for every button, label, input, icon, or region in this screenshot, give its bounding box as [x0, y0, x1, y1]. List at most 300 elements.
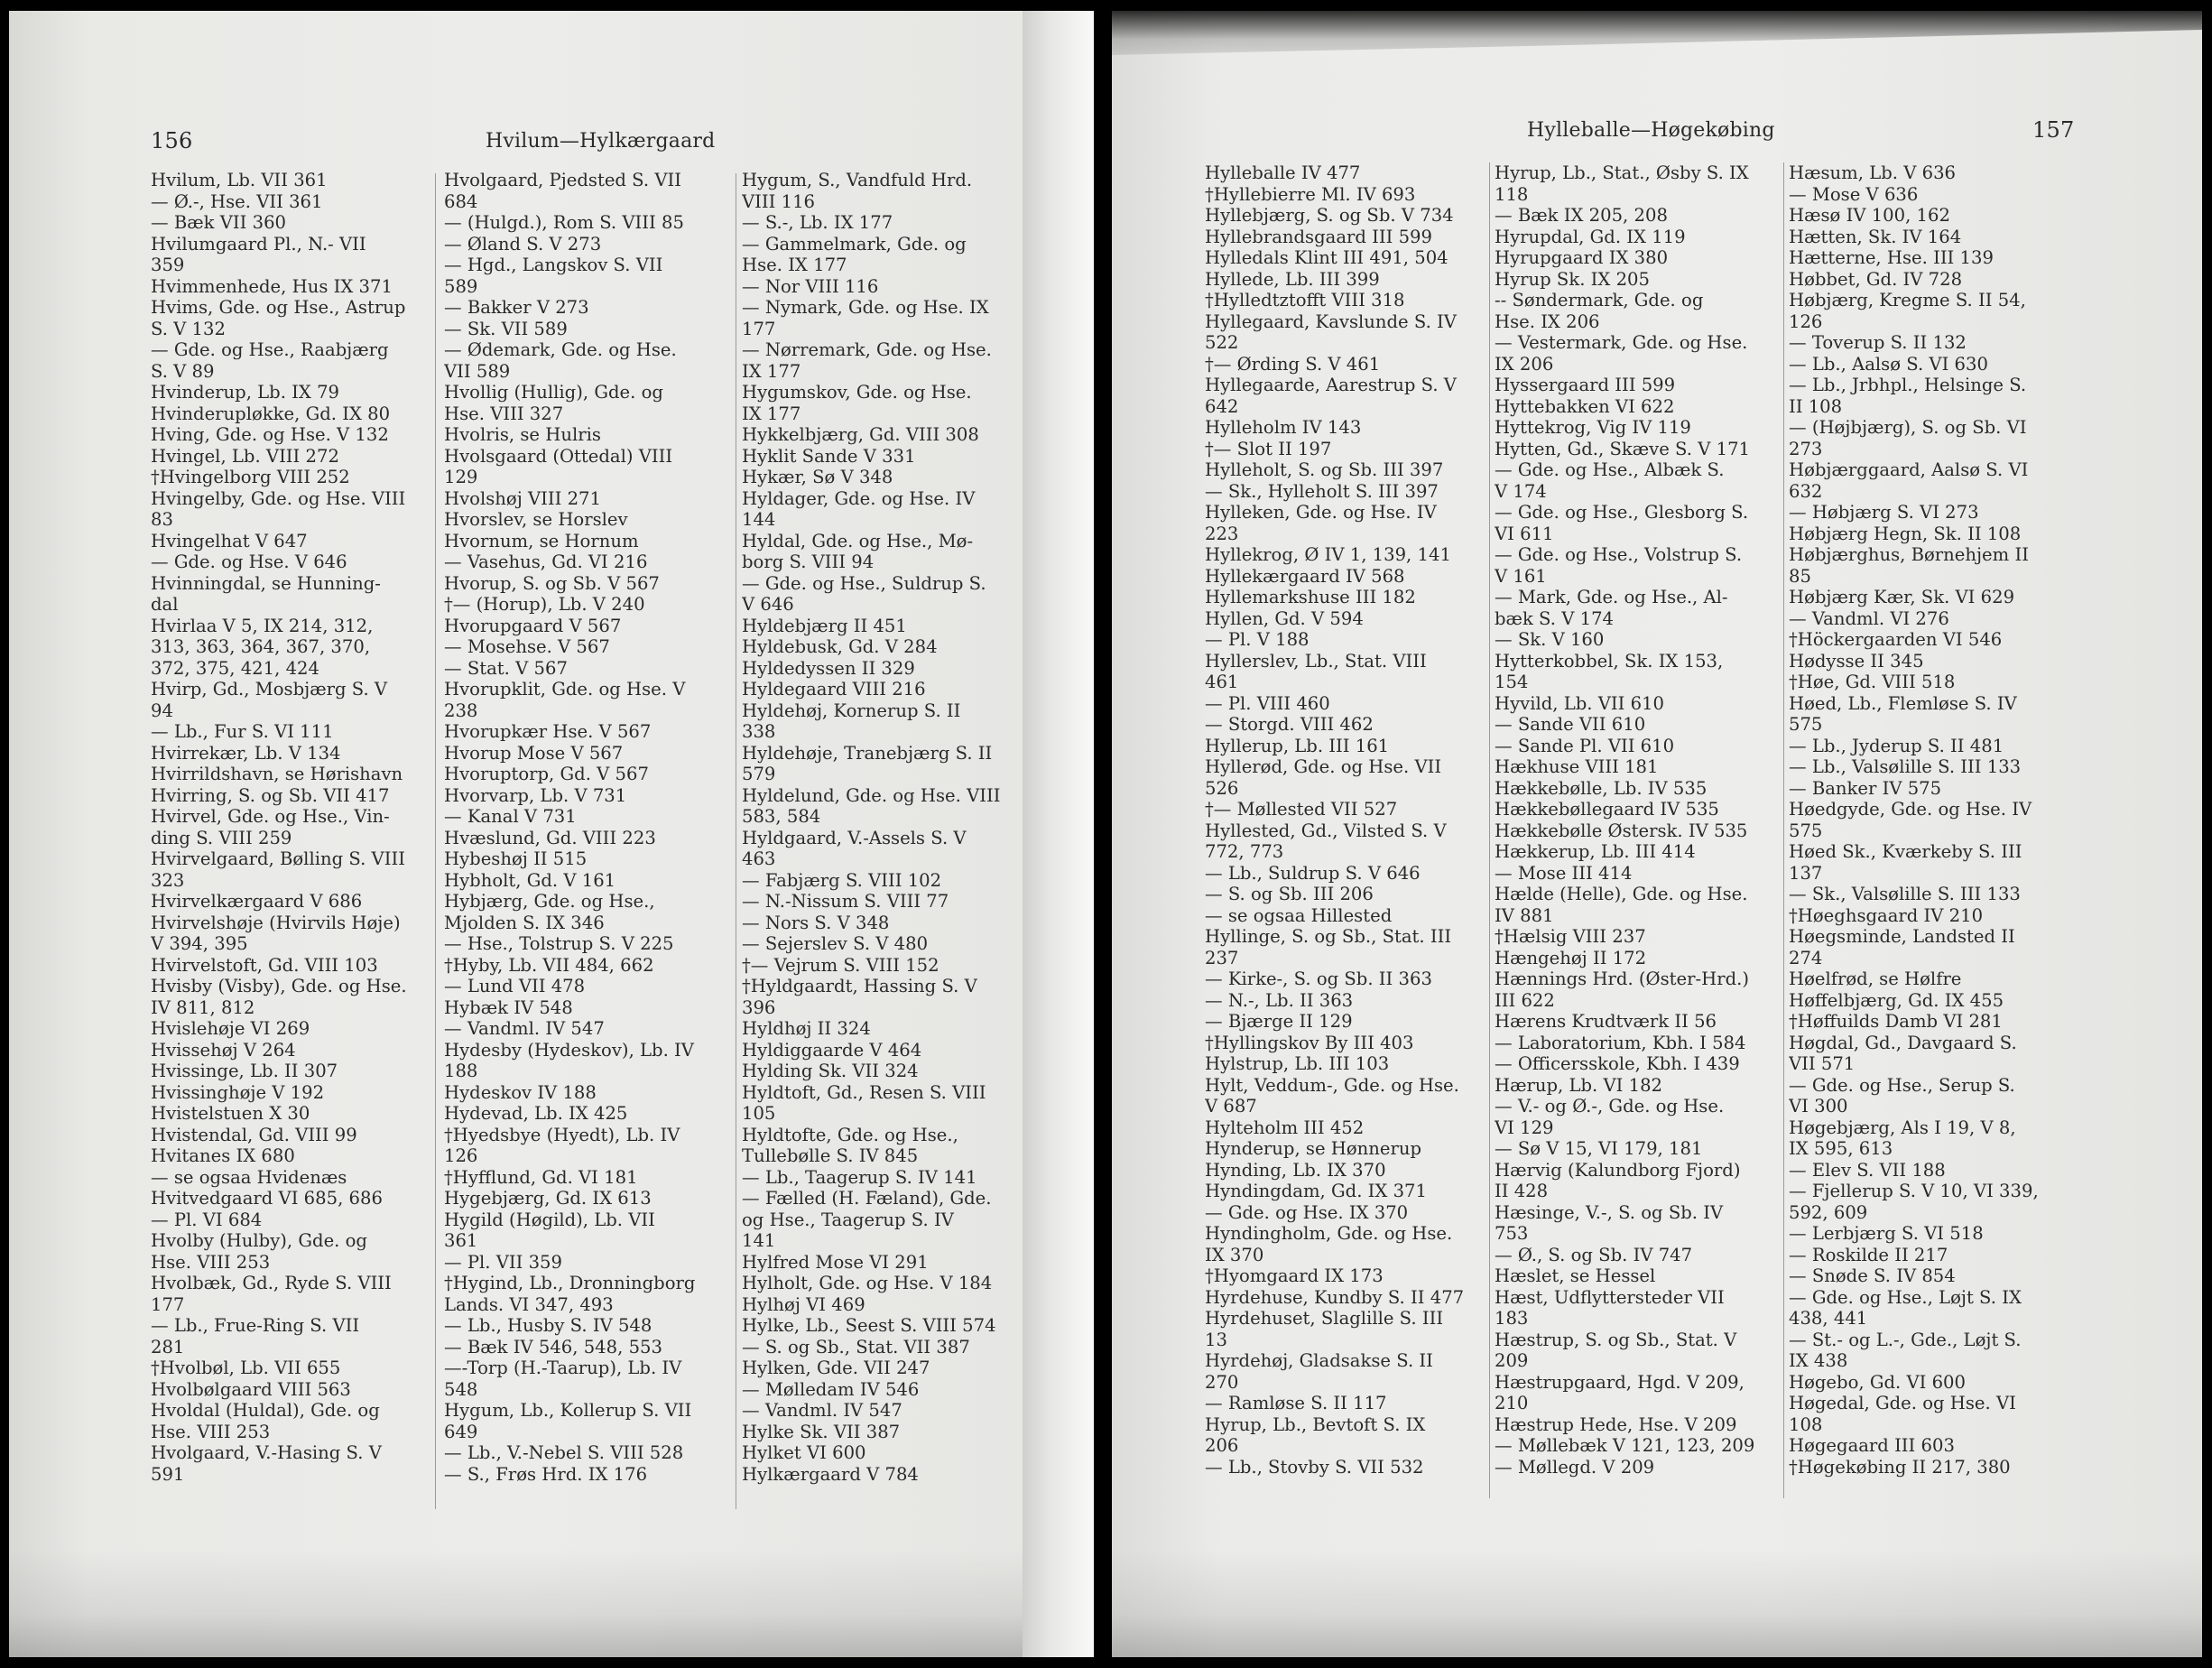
index-entry-line: †— Møllested VII 527 — [1205, 799, 1398, 820]
index-entry-line: — Gde. og Hse., Glesborg S. — [1495, 502, 1749, 523]
index-entry-line: Hygum, Lb., Kollerup S. VII — [444, 1400, 692, 1421]
index-entry-line: Hylken, Gde. VII 247 — [742, 1358, 930, 1378]
index-entry-line: — Roskilde II 217 — [1789, 1244, 1948, 1265]
index-entry-line: — Fabjærg S. VIII 102 — [742, 869, 942, 891]
index-entry-line: Hyrupgaard IX 380 — [1495, 247, 1669, 268]
index-entry-line: Hybæk IV 548 — [444, 996, 573, 1018]
index-entry-line: 684 — [444, 190, 478, 212]
index-entry-line: VI 129 — [1495, 1117, 1554, 1138]
index-entry-line: Høegsminde, Landsted II — [1789, 926, 2015, 947]
book-gutter-shadow — [1094, 11, 1112, 1657]
index-entry-line: Hyldgaard, V.-Assels S. V — [742, 827, 967, 848]
index-entry-line: Høed Sk., Kværkeby S. III — [1789, 841, 2022, 862]
index-entry-line: III 622 — [1495, 989, 1555, 1011]
index-entry-line: Hvolshøj VIII 271 — [444, 487, 601, 509]
index-entry-line: — N.-Nissum S. VIII 77 — [742, 891, 949, 912]
index-entry-line: †Hyedsbye (Hyedt), Lb. IV — [444, 1124, 680, 1145]
index-entry-line: VII 589 — [444, 360, 511, 382]
page-curl-shadow — [1112, 11, 2202, 74]
index-entry-line: VI 611 — [1495, 523, 1554, 544]
index-entry-line: Hytterkobbel, Sk. IX 153, — [1495, 650, 1724, 672]
index-entry-line: — Gde. og Hse., Albæk S. — [1495, 459, 1725, 480]
index-entry-line: Høbjærggaard, Aalsø S. VI — [1789, 459, 2029, 480]
index-entry-line: Hvitvedgaard VI 685, 686 — [151, 1188, 383, 1209]
index-entry-line: Hse. VIII 253 — [151, 1421, 271, 1442]
index-entry-line: — Øland S. V 273 — [444, 233, 602, 255]
index-entry-line: — S., Frøs Hrd. IX 176 — [444, 1463, 648, 1485]
index-entry-line: 270 — [1205, 1371, 1239, 1393]
index-entry-line: — Lb., Suldrup S. V 646 — [1205, 862, 1421, 884]
index-entry-line: †Høeghsgaard IV 210 — [1789, 904, 1984, 926]
index-entry-line: Hydesby (Hydeskov), Lb. IV — [444, 1039, 694, 1061]
index-entry-line: — Lb., Jyderup S. II 481 — [1789, 735, 2004, 756]
left-page-number: 156 — [151, 128, 193, 153]
index-entry-line: Hynding, Lb. IX 370 — [1205, 1159, 1386, 1181]
index-column — [1789, 162, 2087, 1478]
index-entry-line: — Toverup S. II 132 — [1789, 332, 1967, 353]
index-entry-line: — Lb., Husby S. IV 548 — [444, 1315, 652, 1336]
index-entry-line: 108 — [1789, 1413, 1823, 1435]
index-entry-line: Hygum, S., Vandfuld Hrd. — [742, 170, 973, 190]
index-entry-line: — Lb., Fur S. VI 111 — [151, 721, 334, 742]
index-entry-line: Hyldelund, Gde. og Hse. VIII — [742, 784, 1001, 806]
index-entry-line: VII 571 — [1789, 1053, 1856, 1074]
index-entry-line: Hvolris, se Hulris — [444, 424, 601, 445]
index-entry-line: — Gde. og Hse. IX 370 — [1205, 1201, 1409, 1223]
index-entry-line: †Høe, Gd. VIII 518 — [1789, 672, 1956, 692]
index-entry-line: Hvolbølgaard VIII 563 — [151, 1378, 351, 1400]
index-entry-line: — Lb., Taagerup S. IV 141 — [742, 1166, 977, 1188]
index-entry-line: 188 — [444, 1061, 478, 1081]
index-entry-line: Hyllebjærg, S. og Sb. V 734 — [1205, 205, 1454, 226]
index-entry-line: Høelfrød, se Hølfre — [1789, 968, 1962, 989]
index-entry-line: Hyldiggaarde V 464 — [742, 1039, 922, 1061]
index-entry-line: — Ø., S. og Sb. IV 747 — [1495, 1244, 1693, 1265]
index-entry-line: †Hyomgaard IX 173 — [1205, 1265, 1384, 1286]
column-divider — [1489, 162, 1490, 1498]
index-entry-line: — Møllegd. V 209 — [1495, 1456, 1655, 1478]
index-entry-line: — (Højbjærg), S. og Sb. VI — [1789, 417, 2027, 438]
index-entry-line: — Lerbjærg S. VI 518 — [1789, 1223, 1984, 1244]
index-entry-line: 183 — [1495, 1308, 1529, 1329]
index-entry-line: Hvislehøje VI 269 — [151, 1018, 310, 1039]
index-entry-line: — Vandml. IV 547 — [444, 1018, 605, 1039]
index-entry-line: Tullebølle S. IV 845 — [742, 1145, 919, 1166]
index-entry-line: 13 — [1205, 1329, 1227, 1350]
index-entry-line: Hvirvelgaard, Bølling S. VIII — [151, 848, 405, 869]
index-entry-line: 589 — [444, 275, 478, 297]
index-entry-line: Hvolby (Hulby), Gde. og — [151, 1230, 367, 1251]
index-entry-line: Høbjærg Hegn, Sk. II 108 — [1789, 523, 2022, 544]
index-entry-line: Høbbet, Gd. IV 728 — [1789, 268, 1963, 290]
index-entry-line: Hylleballe IV 477 — [1205, 162, 1361, 183]
index-entry-line: — St.- og L.-, Gde., Løjt S. — [1789, 1329, 2022, 1350]
index-entry-line: 144 — [742, 509, 776, 530]
index-entry-line: Høgebo, Gd. VI 600 — [1789, 1371, 1966, 1393]
index-entry-line: 772, 773 — [1205, 841, 1284, 862]
index-entry-line: — Vandml. VI 276 — [1789, 607, 1949, 629]
index-entry-line: — (Hulgd.), Rom S. VIII 85 — [444, 212, 684, 233]
index-entry-line: Hyllinge, S. og Sb., Stat. III — [1205, 926, 1452, 947]
index-entry-line: †— Slot II 197 — [1205, 438, 1332, 459]
index-entry-line: — Kirke-, S. og Sb. II 363 — [1205, 968, 1432, 989]
index-entry-line: — Vestermark, Gde. og Hse. — [1495, 332, 1748, 353]
index-entry-line: Hvingelhat V 647 — [151, 530, 308, 551]
index-entry-line: Hvinningdal, se Hunning- — [151, 572, 381, 594]
index-entry-line: Hybeshøj II 515 — [444, 848, 588, 869]
index-entry-line: Hse. VIII 327 — [444, 403, 564, 424]
index-entry-line: Høgedal, Gde. og Hse. VI — [1789, 1393, 2016, 1413]
index-entry-line: Hæstrup, S. og Sb., Stat. V — [1495, 1329, 1737, 1350]
index-entry-line: 522 — [1205, 332, 1239, 353]
index-entry-line: Hylke Sk. VII 387 — [742, 1421, 901, 1442]
index-entry-line: Hyllebrandsgaard III 599 — [1205, 226, 1432, 247]
index-entry-line: Hving, Gde. og Hse. V 132 — [151, 424, 389, 445]
index-entry-line: Høffelbjærg, Gd. IX 455 — [1789, 989, 2004, 1011]
index-entry-line: IX 177 — [742, 403, 801, 424]
index-entry-line: Hæstrup Hede, Hse. V 209 — [1495, 1413, 1737, 1435]
index-entry-line: — Gde. og Hse., Løjt S. IX — [1789, 1286, 2022, 1308]
index-entry-line: Hylholt, Gde. og Hse. V 184 — [742, 1273, 993, 1293]
index-entry-line: — se ogsaa Hvidenæs — [151, 1166, 347, 1188]
index-entry-line: Hyrup, Lb., Bevtoft S. IX — [1205, 1413, 1426, 1435]
index-entry-line: Hyllen, Gd. V 594 — [1205, 607, 1364, 629]
index-entry-line: Hødysse II 345 — [1789, 650, 1924, 672]
index-entry-line: Hygild (Høgild), Lb. VII — [444, 1209, 655, 1230]
index-entry-line: —-Torp (H.-Taarup), Lb. IV — [444, 1358, 682, 1378]
index-entry-line: Hynderup, se Hønnerup — [1205, 1138, 1422, 1159]
index-entry-line: — S. og Sb., Stat. VII 387 — [742, 1336, 970, 1358]
index-entry-line: Hse. IX 206 — [1495, 310, 1600, 332]
index-entry-line: — Gammelmark, Gde. og — [742, 233, 967, 255]
index-entry-line: II 108 — [1789, 395, 1843, 417]
index-entry-line: — Ø.-, Hse. VII 361 — [151, 190, 323, 212]
index-entry-line: 141 — [742, 1230, 776, 1251]
index-entry-line: Hyllegaard, Kavslunde S. IV — [1205, 310, 1457, 332]
index-entry-line: Hygumskov, Gde. og Hse. — [742, 382, 972, 403]
index-entry-line: 592, 609 — [1789, 1201, 1868, 1223]
index-entry-line: Hyllerød, Gde. og Hse. VII — [1205, 756, 1442, 777]
index-entry-line: 753 — [1495, 1223, 1529, 1244]
index-entry-line: Hyrup, Lb., Stat., Øsby S. IX — [1495, 162, 1749, 183]
index-entry-line: Hvilumgaard Pl., N.- VII — [151, 233, 366, 255]
index-entry-line: IV 811, 812 — [151, 996, 255, 1018]
index-entry-line: 94 — [151, 700, 173, 721]
index-entry-line: 281 — [151, 1336, 185, 1358]
index-entry-line: Hyldtofte, Gde. og Hse., — [742, 1124, 958, 1145]
index-entry-line: — Nors S. V 348 — [742, 912, 890, 933]
index-entry-line: 461 — [1205, 672, 1239, 692]
index-entry-line: 591 — [151, 1463, 185, 1485]
index-entry-line: 238 — [444, 700, 478, 721]
index-entry-line: 209 — [1495, 1350, 1529, 1371]
index-entry-line: Hvorslev, se Horslev — [444, 509, 628, 530]
index-entry-line: Hylleholm IV 143 — [1205, 417, 1362, 438]
index-entry-line: — Storgd. VIII 462 — [1205, 714, 1374, 735]
index-entry-line: Hvingelby, Gde. og Hse. VIII — [151, 487, 406, 509]
index-entry-line: 575 — [1789, 820, 1823, 841]
index-entry-line: Hvorupkær Hse. V 567 — [444, 721, 652, 742]
index-entry-line: — Lb., Valsølille S. III 133 — [1789, 756, 2022, 777]
index-entry-line: †Hvingelborg VIII 252 — [151, 467, 350, 487]
index-entry-line: II 428 — [1495, 1181, 1549, 1201]
index-entry-line: Hyrdehøj, Gladsakse S. II — [1205, 1350, 1433, 1371]
index-entry-line: Hvorup, S. og Sb. V 567 — [444, 572, 660, 594]
index-entry-line: V 394, 395 — [151, 933, 248, 954]
index-entry-line: — Pl. VI 684 — [151, 1209, 263, 1230]
index-entry-line: Hse. VIII 253 — [151, 1251, 271, 1273]
index-entry-line: Hylkærgaard V 784 — [742, 1463, 919, 1485]
index-entry-line: Hyndingdam, Gd. IX 371 — [1205, 1181, 1427, 1201]
index-entry-line: Hvimmenhede, Hus IX 371 — [151, 275, 393, 297]
index-entry-line: 642 — [1205, 395, 1239, 417]
index-entry-line: — Lb., V.-Nebel S. VIII 528 — [444, 1442, 684, 1463]
index-entry-line: Hvæslund, Gd. VIII 223 — [444, 827, 656, 848]
index-entry-line: — Hgd., Langskov S. VII — [444, 255, 663, 275]
index-entry-line: Hvornum, se Hornum — [444, 530, 639, 551]
index-entry-line: †Hyldgaardt, Hassing S. V — [742, 976, 977, 996]
index-entry-line: Hækkerup, Lb. III 414 — [1495, 841, 1696, 862]
index-entry-line: 129 — [444, 467, 478, 487]
index-entry-line: — Pl. VIII 460 — [1205, 692, 1330, 714]
index-entry-line: †— Vejrum S. VIII 152 — [742, 954, 939, 976]
index-entry-line: — Lb., Aalsø S. VI 630 — [1789, 353, 1988, 375]
index-entry-line: 463 — [742, 848, 776, 869]
index-entry-line: Hyllekrog, Ø IV 1, 139, 141 — [1205, 544, 1451, 565]
index-entry-line: ding S. VIII 259 — [151, 827, 292, 848]
index-entry-line: — Sk. V 160 — [1495, 629, 1605, 650]
index-entry-line: — Gde. og Hse. V 646 — [151, 551, 347, 572]
index-entry-line: Hyrdehuse, Kundby S. II 477 — [1205, 1286, 1465, 1308]
index-entry-line: — Gde. og Hse., Serup S. — [1789, 1074, 2015, 1096]
index-entry-line: Hylteholm III 452 — [1205, 1117, 1365, 1138]
index-entry-line: — Sk. VII 589 — [444, 318, 568, 339]
index-entry-line: 83 — [151, 509, 173, 530]
index-entry-line: Hyvild, Lb. VII 610 — [1495, 692, 1665, 714]
index-entry-line: Hætterne, Hse. III 139 — [1789, 247, 1994, 268]
index-entry-line: VI 300 — [1789, 1096, 1848, 1117]
left-page-header — [9, 119, 1023, 155]
index-entry-line: Hybjærg, Gde. og Hse., — [444, 891, 655, 912]
index-entry-line: Hvolgaard, Pjedsted S. VII — [444, 170, 681, 190]
index-entry-line: 438, 441 — [1789, 1308, 1868, 1329]
index-column — [1495, 162, 1783, 1478]
index-entry-line: Hvirrildshavn, se Hørishavn — [151, 764, 403, 784]
index-entry-line: Hyldager, Gde. og Hse. IV — [742, 487, 976, 509]
index-entry-line: Høgdal, Gd., Davgaard S. — [1789, 1032, 2017, 1053]
index-entry-line: Hvoldal (Huldal), Gde. og — [151, 1400, 380, 1421]
index-entry-line: †Höckergaarden VI 546 — [1789, 629, 2003, 650]
index-entry-line: Hvorupgaard V 567 — [444, 615, 622, 636]
index-entry-line: — Sande Pl. VII 610 — [1495, 735, 1675, 756]
index-entry-line: Hvorupklit, Gde. og Hse. V — [444, 679, 686, 700]
index-entry-line: Hæsum, Lb. V 636 — [1789, 162, 1957, 183]
index-entry-line: 154 — [1495, 672, 1529, 692]
index-entry-line: Hækkebøllegaard IV 535 — [1495, 799, 1719, 820]
index-entry-line: Hvirp, Gd., Mosbjærg S. V — [151, 679, 388, 700]
index-entry-line: Hvilum, Lb. VII 361 — [151, 170, 328, 190]
left-page — [9, 11, 1023, 1657]
index-entry-line: — S. og Sb. III 206 — [1205, 884, 1374, 904]
index-entry-line: — Ødemark, Gde. og Hse. — [444, 339, 677, 360]
index-entry-line: — Mark, Gde. og Hse., Al- — [1495, 587, 1728, 607]
index-entry-line: Hvissinghøje V 192 — [151, 1081, 325, 1103]
index-entry-line: †Høffuilds Damb VI 281 — [1789, 1011, 2003, 1032]
index-entry-line: Hyllerup, Lb. III 161 — [1205, 735, 1390, 756]
index-entry-line: Hvollig (Hullig), Gde. og — [444, 382, 663, 403]
index-entry-line: Hylfred Mose VI 291 — [742, 1251, 929, 1273]
index-entry-line: — Hse., Tolstrup S. V 225 — [444, 933, 674, 954]
index-entry-line: Hvinderup, Lb. IX 79 — [151, 382, 340, 403]
index-entry-line: Hvissinge, Lb. II 307 — [151, 1061, 338, 1081]
index-entry-line: Hækkebølle, Lb. IV 535 — [1495, 777, 1708, 799]
index-entry-line: Hyllegaarde, Aarestrup S. V — [1205, 375, 1457, 395]
index-entry-line: — Nørremark, Gde. og Hse. — [742, 339, 992, 360]
index-entry-line: V 161 — [1495, 565, 1547, 587]
index-entry-line: IX 370 — [1205, 1244, 1264, 1265]
index-entry-line: — Sø V 15, VI 179, 181 — [1495, 1138, 1703, 1159]
right-page — [1112, 11, 2202, 1657]
index-entry-line: 137 — [1789, 862, 1823, 884]
index-entry-line: 177 — [742, 318, 776, 339]
index-entry-line: Hyldtoft, Gd., Resen S. VIII — [742, 1081, 986, 1103]
index-entry-line: S. V 132 — [151, 318, 226, 339]
index-entry-line: 177 — [151, 1293, 185, 1315]
index-entry-line: Hylleken, Gde. og Hse. IV — [1205, 502, 1437, 523]
index-entry-line: VIII 116 — [742, 190, 815, 212]
index-entry-line: — Sejerslev S. V 480 — [742, 933, 929, 954]
index-entry-line: Hæsø IV 100, 162 — [1789, 205, 1950, 226]
index-entry-line: Hyldehøj, Kornerup S. II — [742, 700, 961, 721]
index-entry-line: — Møllebæk V 121, 123, 209 — [1495, 1435, 1755, 1456]
index-entry-line: Hvirvel, Gde. og Hse., Vin- — [151, 806, 390, 827]
index-entry-line: Hvitanes IX 680 — [151, 1145, 295, 1166]
index-entry-line: Hylstrup, Lb. III 103 — [1205, 1053, 1390, 1074]
index-entry-line: Høed, Lb., Flemløse S. IV — [1789, 692, 2017, 714]
index-entry-line: — Lb., Jrbhpl., Helsinge S. — [1789, 375, 2027, 395]
index-entry-line: 396 — [742, 996, 776, 1018]
index-entry-line: Hylket VI 600 — [742, 1442, 866, 1463]
index-entry-line: Høbjærg, Kregme S. II 54, — [1789, 290, 2026, 310]
index-entry-line: 274 — [1789, 947, 1823, 968]
index-entry-line: Hærens Krudtværk II 56 — [1495, 1011, 1717, 1032]
index-entry-line: Hætten, Sk. IV 164 — [1789, 226, 1962, 247]
index-entry-line: — se ogsaa Hillested — [1205, 904, 1393, 926]
index-entry-line: Hyndingholm, Gde. og Hse. — [1205, 1223, 1453, 1244]
index-entry-line: Hvirlaa V 5, IX 214, 312, — [151, 615, 374, 636]
index-entry-line: 223 — [1205, 523, 1239, 544]
index-entry-line: — Lund VII 478 — [444, 976, 586, 996]
index-entry-line: Hyldal, Gde. og Hse., Mø- — [742, 530, 974, 551]
index-entry-line: Høgebjærg, Als I 19, V 8, — [1789, 1117, 2016, 1138]
index-entry-line: Hvorvarp, Lb. V 731 — [444, 784, 627, 806]
index-entry-line: 372, 375, 421, 424 — [151, 657, 319, 679]
index-entry-line: 579 — [742, 764, 776, 784]
index-entry-line: 323 — [151, 869, 185, 891]
index-entry-line: Hvissehøj V 264 — [151, 1039, 296, 1061]
right-page-header — [1112, 119, 2202, 155]
index-entry-line: Hygebjærg, Gd. IX 613 — [444, 1188, 652, 1209]
index-entry-line: — Gde. og Hse., Volstrup S. — [1495, 544, 1743, 565]
index-entry-line: — Lb., Frue-Ring S. VII — [151, 1315, 360, 1336]
index-entry-line: Hyldegaard VIII 216 — [742, 679, 926, 700]
index-entry-line: Hvirvelshøje (Hvirvils Høje) — [151, 912, 401, 933]
index-entry-line: V 174 — [1495, 480, 1547, 502]
index-entry-line: — Ramløse S. II 117 — [1205, 1393, 1387, 1413]
index-entry-line: — Bjærge II 129 — [1205, 1011, 1353, 1032]
index-entry-line: — Officersskole, Kbh. I 439 — [1495, 1053, 1740, 1074]
index-entry-line: Hylt, Veddum-, Gde. og Hse. — [1205, 1074, 1459, 1096]
index-entry-line: 273 — [1789, 438, 1823, 459]
index-entry-line: IX 438 — [1789, 1350, 1848, 1371]
index-entry-line: Hvistelstuen X 30 — [151, 1103, 310, 1124]
index-entry-line: 575 — [1789, 714, 1823, 735]
index-entry-line: Hvirrekær, Lb. V 134 — [151, 742, 341, 764]
index-entry-line: — Vasehus, Gd. VI 216 — [444, 551, 648, 572]
index-entry-line: Mjolden S. IX 346 — [444, 912, 605, 933]
index-entry-line: Hvolbæk, Gd., Ryde S. VIII — [151, 1273, 392, 1293]
index-entry-line: IX 595, 613 — [1789, 1138, 1893, 1159]
index-entry-line: Hvingel, Lb. VIII 272 — [151, 445, 339, 467]
index-entry-line: bæk S. V 174 — [1495, 607, 1615, 629]
index-entry-line: 210 — [1495, 1393, 1529, 1413]
index-entry-line: 632 — [1789, 480, 1823, 502]
index-entry-line: Lands. VI 347, 493 — [444, 1293, 614, 1315]
index-entry-line: Hærvig (Kalundborg Fjord) — [1495, 1159, 1741, 1181]
index-entry-line: 85 — [1789, 565, 1811, 587]
index-column — [1205, 162, 1485, 1478]
index-entry-line: Hyllekærgaard IV 568 — [1205, 565, 1405, 587]
index-entry-line: Hse. IX 177 — [742, 255, 847, 275]
index-entry-line: — Laboratorium, Kbh. I 584 — [1495, 1032, 1746, 1053]
index-entry-line: V 687 — [1205, 1096, 1257, 1117]
index-entry-line: Hvinderupløkke, Gd. IX 80 — [151, 403, 391, 424]
index-entry-line: Hærup, Lb. VI 182 — [1495, 1074, 1663, 1096]
index-entry-line: Hængehøj II 172 — [1495, 947, 1647, 968]
index-entry-line: — Nymark, Gde. og Hse. IX — [742, 297, 989, 318]
right-page-header-title: Hylleballe—Høgekøbing — [1527, 119, 1775, 142]
index-entry-line: Hvisby (Visby), Gde. og Hse. — [151, 976, 407, 996]
index-entry-line: Hybholt, Gd. V 161 — [444, 869, 616, 891]
index-entry-line: 126 — [444, 1145, 478, 1166]
index-entry-line: 237 — [1205, 947, 1239, 968]
index-entry-line: Hæsinge, V.-, S. og Sb. IV — [1495, 1201, 1724, 1223]
index-entry-line: Hælde (Helle), Gde. og Hse. — [1495, 884, 1748, 904]
index-entry-line: Hækkebølle Østersk. IV 535 — [1495, 820, 1748, 841]
index-entry-line: — S.-, Lb. IX 177 — [742, 212, 893, 233]
index-entry-line: Hyldehøje, Tranebjærg S. II — [742, 742, 993, 764]
index-entry-line: Hyrdehuset, Slaglille S. III — [1205, 1308, 1444, 1329]
index-entry-line: 649 — [444, 1421, 478, 1442]
index-entry-line: — Mølledam IV 546 — [742, 1378, 920, 1400]
index-entry-line: Hyldedyssen II 329 — [742, 657, 915, 679]
index-entry-line: †Hælsig VIII 237 — [1495, 926, 1646, 947]
column-divider — [435, 173, 436, 1509]
index-entry-line: Hydeskov IV 188 — [444, 1081, 597, 1103]
index-entry-line: 361 — [444, 1230, 478, 1251]
index-entry-line: Hyklit Sande V 331 — [742, 445, 916, 467]
index-entry-line: — Pl. VII 359 — [444, 1251, 562, 1273]
index-entry-line: — Gde. og Hse., Raabjærg — [151, 339, 389, 360]
index-entry-line: — Elev S. VII 188 — [1789, 1159, 1946, 1181]
index-entry-line: Høbjærg Kær, Sk. VI 629 — [1789, 587, 2015, 607]
index-entry-line: Hvirvelstoft, Gd. VIII 103 — [151, 954, 378, 976]
index-entry-line: — V.- og Ø.-, Gde. og Hse. — [1495, 1096, 1725, 1117]
index-entry-line: †Hylledtztofft VIII 318 — [1205, 290, 1405, 310]
index-entry-line: Hyllemarkshuse III 182 — [1205, 587, 1416, 607]
index-entry-line: 206 — [1205, 1435, 1239, 1456]
index-entry-line: og Hse., Taagerup S. IV — [742, 1209, 954, 1230]
